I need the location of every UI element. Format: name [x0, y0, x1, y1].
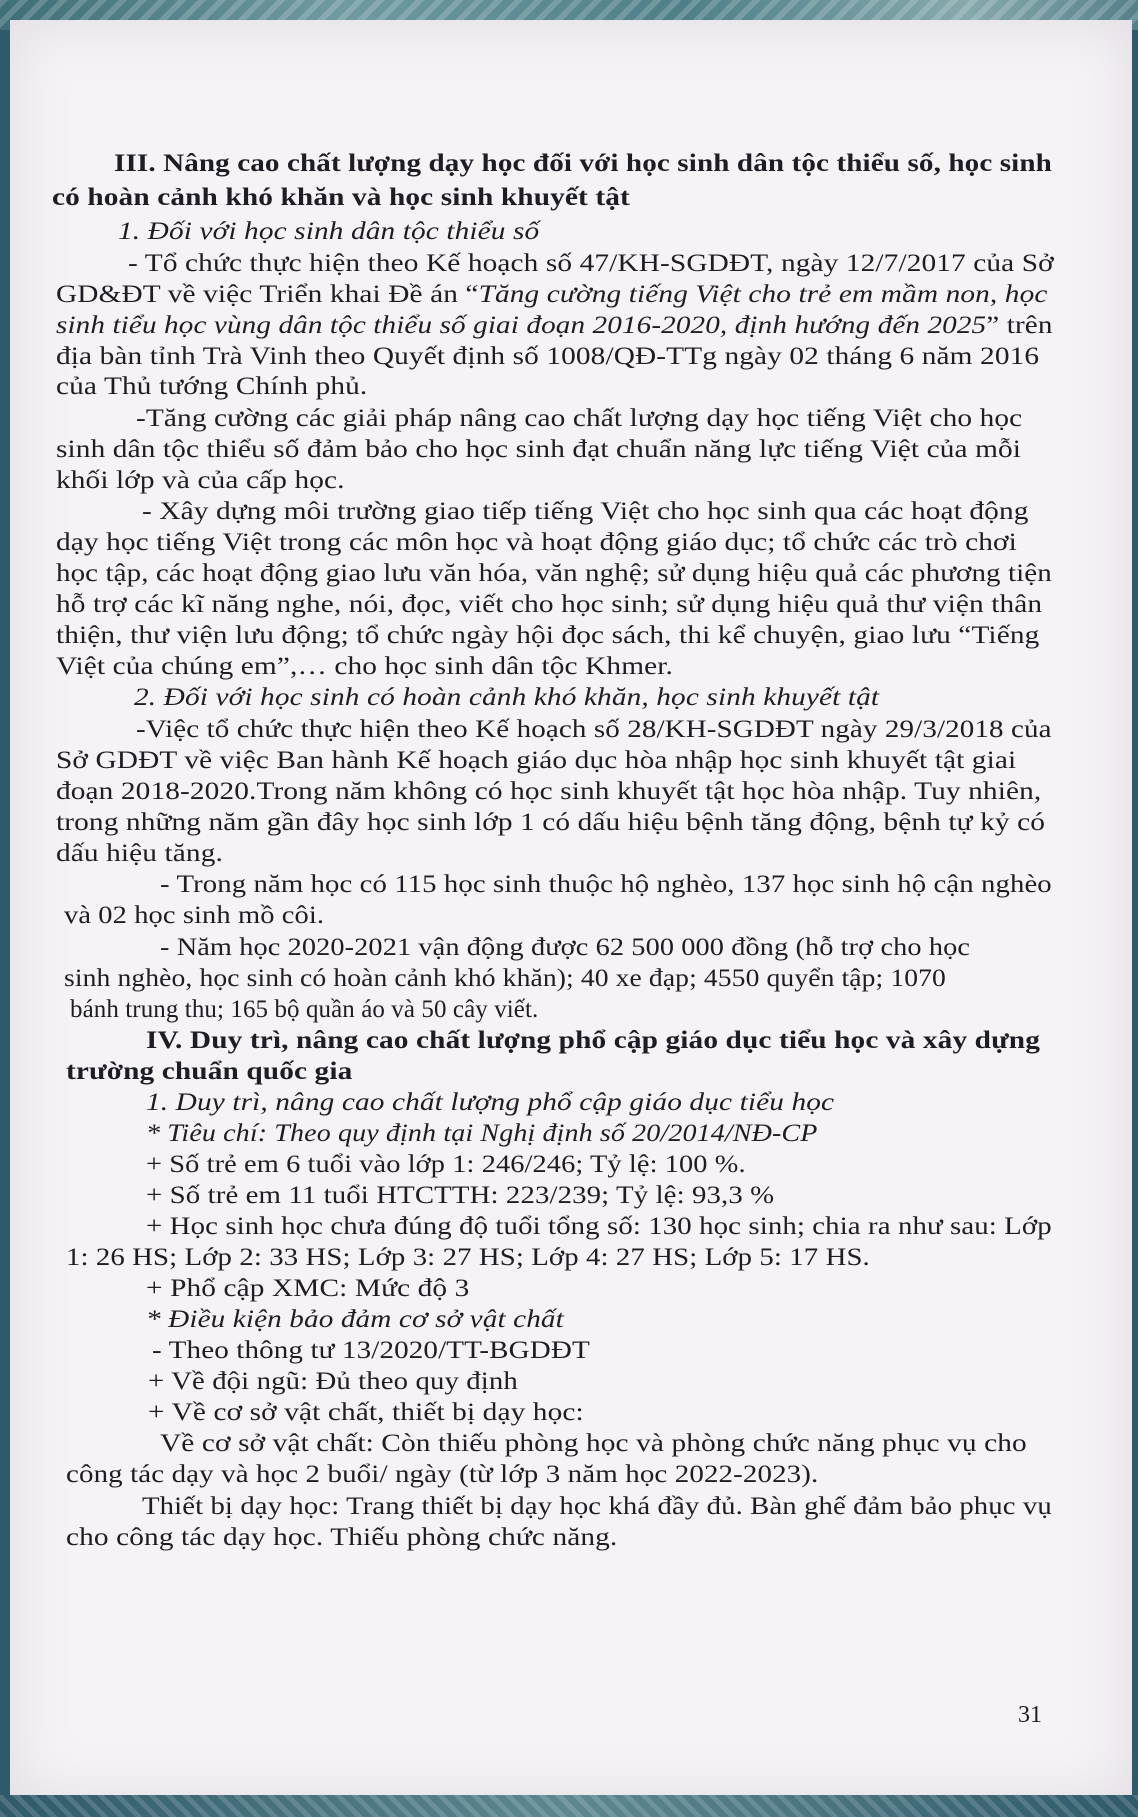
text-line: dấu hiệu tăng. — [56, 838, 223, 867]
text-line: - Theo thông tư 13/2020/TT-BGDĐT — [152, 1335, 590, 1364]
text-line: sinh dân tộc thiểu số đảm bảo cho học sinh đạt chuẩn năng lực tiếng Việt của mỗi — [56, 434, 1022, 463]
text-line: IV. Duy trì, nâng cao chất lượng phổ cập giáo dục tiểu học và xây dựng — [146, 1025, 1041, 1054]
text-line: Về cơ sở vật chất: Còn thiếu phòng học và phòng chức năng phục vụ cho — [160, 1428, 1027, 1457]
text-line: đoạn 2018-2020.Trong năm không có học sinh khuyết tật học hòa nhập. Tuy nhiên, — [56, 776, 1042, 805]
text-line: Sở GDĐT về việc Ban hành Kế hoạch giáo dục hòa nhập học sinh khuyết tật giai — [56, 745, 1017, 774]
text-line: -Tăng cường các giải pháp nâng cao chất lượng dạy học tiếng Việt cho học — [136, 403, 1023, 432]
text-line: - Tổ chức thực hiện theo Kế hoạch số 47/KH-SGDĐT, ngày 12/7/2017 của Sở — [128, 248, 1054, 277]
text-line: Thiết bị dạy học: Trang thiết bị dạy học khá đầy đủ. Bàn ghế đảm bảo phục vụ — [142, 1491, 1052, 1520]
text-line: + Số trẻ em 11 tuổi HTCTTH: 223/239; Tỷ lệ: 93,3 % — [146, 1180, 775, 1209]
text-line: + Phổ cập XMC: Mức độ 3 — [146, 1273, 470, 1302]
text-line: hỗ trợ các kĩ năng nghe, nói, đọc, viết cho học sinh; sử dụng hiệu quả thư viện thân — [56, 589, 1043, 618]
text-line: công tác dạy và học 2 buổi/ ngày (từ lớp 3 năm học 2022-2023). — [66, 1459, 819, 1488]
text-line: + Số trẻ em 6 tuổi vào lớp 1: 246/246; Tỷ lệ: 100 %. — [146, 1149, 746, 1178]
text-line — [56, 279, 1047, 309]
text-line: và 02 học sinh mồ côi. — [64, 900, 325, 929]
line-text: ” trên — [986, 310, 1053, 339]
text-line: học tập, các hoạt động giao lưu văn hóa, văn nghệ; sử dụng hiệu quả các phương tiện — [56, 558, 1052, 587]
text-line: trường chuẩn quốc gia — [66, 1056, 353, 1085]
text-line: 1. Đối với học sinh dân tộc thiểu số — [118, 216, 540, 245]
text-line: của Thủ tướng Chính phủ. — [56, 371, 368, 400]
document-page — [10, 20, 1132, 1801]
text-line: Việt của chúng em”,… cho học sinh dân tộc Khmer. — [56, 651, 673, 680]
text-line: sinh nghèo, học sinh có hoàn cảnh khó khăn); 40 xe đạp; 4550 quyển tập; 1070 — [64, 963, 946, 992]
text-line: khối lớp và của cấp học. — [56, 465, 345, 494]
text-line: + Về cơ sở vật chất, thiết bị dạy học: — [148, 1397, 584, 1426]
text-line: cho công tác dạy học. Thiếu phòng chức năng. — [66, 1522, 618, 1551]
text-line: - Năm học 2020-2021 vận động được 62 500 000 đồng (hỗ trợ cho học — [160, 932, 971, 961]
line-text: GD&ĐT về việc Triển khai Đề án “ — [56, 279, 479, 308]
text-line: địa bàn tỉnh Trà Vinh theo Quyết định số 1008/QĐ-TTg ngày 02 tháng 6 năm 2016 — [56, 341, 1040, 370]
page-content — [10, 20, 1132, 1801]
tablecloth-bottom — [0, 1795, 1138, 1817]
text-line: thiện, thư viện lưu động; tổ chức ngày hội đọc sách, thi kể chuyện, giao lưu “Tiếng — [56, 620, 1040, 649]
text-line — [56, 310, 1053, 340]
text-line: bánh trung thu; 165 bộ quần áo và 50 cây viết. — [70, 994, 539, 1023]
text-line: 2. Đối với học sinh có hoàn cảnh khó khăn, học sinh khuyết tật — [134, 682, 880, 711]
text-line: trong những năm gần đây học sinh lớp 1 có dấu hiệu bệnh tăng động, bệnh tự kỷ có — [56, 807, 1046, 836]
text-line: * Điều kiện bảo đảm cơ sở vật chất — [146, 1304, 564, 1333]
text-line: * Tiêu chí: Theo quy định tại Nghị định số 20/2014/NĐ-CP — [146, 1118, 818, 1147]
text-line: dạy học tiếng Việt trong các môn học và hoạt động giáo dục; tổ chức các trò chơi — [56, 527, 1017, 556]
text-line: 1. Duy trì, nâng cao chất lượng phổ cập giáo dục tiểu học — [146, 1087, 835, 1116]
text-line: + Học sinh học chưa đúng độ tuổi tổng số: 130 học sinh; chia ra như sau: Lớp — [146, 1211, 1052, 1240]
text-line: có hoàn cảnh khó khăn và học sinh khuyết tật — [52, 182, 630, 211]
text-line: - Trong năm học có 115 học sinh thuộc hộ nghèo, 137 học sinh hộ cận nghèo — [160, 869, 1052, 898]
line-italic-text: sinh tiểu học vùng dân tộc thiểu số giai đoạn 2016-2020, định hướng đến 2025 — [56, 310, 987, 339]
text-line: III. Nâng cao chất lượng dạy học đối với học sinh dân tộc thiểu số, học sinh — [114, 148, 1052, 177]
text-line: -Việc tổ chức thực hiện theo Kế hoạch số 28/KH-SGDĐT ngày 29/3/2018 của — [136, 714, 1052, 743]
text-line: 1: 26 HS; Lớp 2: 33 HS; Lớp 3: 27 HS; Lớp 4: 27 HS; Lớp 5: 17 HS. — [66, 1242, 870, 1271]
line-italic-text: Tăng cường tiếng Việt cho trẻ em mầm non, học — [478, 279, 1048, 308]
text-line: + Về đội ngũ: Đủ theo quy định — [148, 1366, 518, 1395]
page-number: 31 — [1018, 1702, 1042, 1728]
text-line: - Xây dựng môi trường giao tiếp tiếng Việt cho học sinh qua các hoạt động — [142, 496, 1029, 525]
